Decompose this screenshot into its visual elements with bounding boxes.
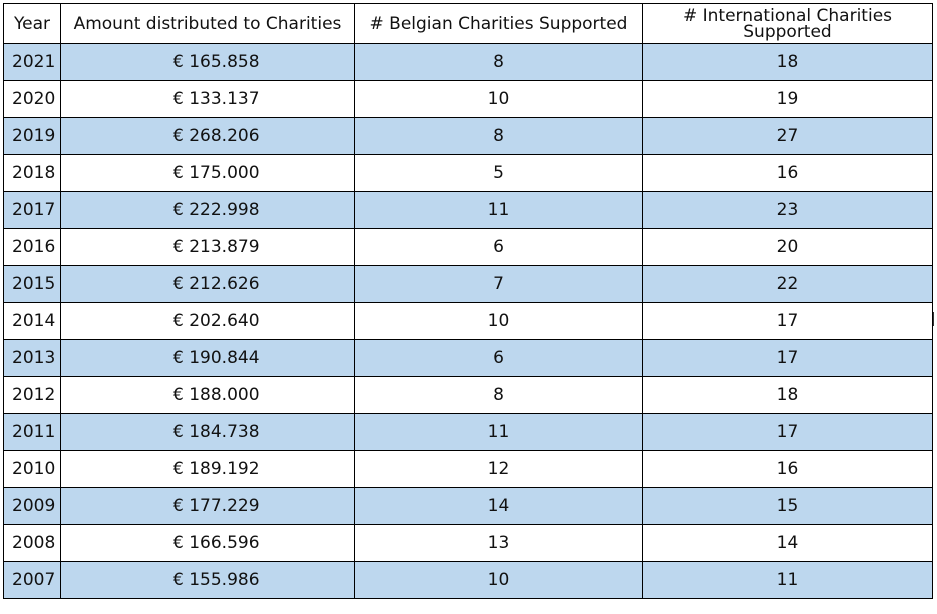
cell-international-count: 18 [643,377,933,414]
cell-belgian-count: 14 [355,488,643,525]
cell-amount: € 188.000 [61,377,355,414]
cell-amount: € 268.206 [61,118,355,155]
table-row [4,118,933,155]
cell-amount: € 165.858 [61,44,355,81]
table-row [4,562,933,599]
cell-year: 2010 [4,451,61,488]
table-row [4,377,933,414]
cell-year: 2007 [4,562,61,599]
cell-international-count: 17 [643,340,933,377]
cell-amount: € 166.596 [61,525,355,562]
header-year: Year [4,4,61,44]
cell-belgian-count: 8 [355,118,643,155]
cell-international-count: 16 [643,155,933,192]
table-row [4,266,933,303]
cell-amount: € 133.137 [61,81,355,118]
charities-table [3,3,933,599]
cell-international-count: 17 [643,414,933,451]
table-row [4,44,933,81]
cell-belgian-count: 12 [355,451,643,488]
table-body [4,44,933,599]
header-international-charities: # International Charities Supported [643,4,933,44]
cell-international-count: 20 [643,229,933,266]
table-row [4,414,933,451]
table-row [4,229,933,266]
cell-international-count: 14 [643,525,933,562]
cell-year: 2017 [4,192,61,229]
cell-amount: € 175.000 [61,155,355,192]
cell-belgian-count: 8 [355,44,643,81]
cell-amount: € 155.986 [61,562,355,599]
cell-amount: € 213.879 [61,229,355,266]
cell-amount: € 184.738 [61,414,355,451]
cell-amount: € 177.229 [61,488,355,525]
cell-amount: € 189.192 [61,451,355,488]
table-row [4,525,933,562]
cell-international-count: 27 [643,118,933,155]
cell-year: 2008 [4,525,61,562]
cell-year: 2016 [4,229,61,266]
cell-belgian-count: 10 [355,81,643,118]
cell-amount: € 222.998 [61,192,355,229]
table-row [4,192,933,229]
cell-year: 2015 [4,266,61,303]
cell-international-count: 11 [643,562,933,599]
cell-amount: € 202.640 [61,303,355,340]
table-row [4,340,933,377]
cell-international-count: 16 [643,451,933,488]
cell-cursor-mark [933,312,934,326]
table-row [4,303,933,340]
table-row [4,451,933,488]
cell-year: 2020 [4,81,61,118]
cell-belgian-count: 7 [355,266,643,303]
cell-belgian-count: 13 [355,525,643,562]
cell-belgian-count: 11 [355,414,643,451]
header-amount: Amount distributed to Charities [61,4,355,44]
cell-year: 2013 [4,340,61,377]
cell-international-count: 22 [643,266,933,303]
cell-year: 2018 [4,155,61,192]
cell-year: 2021 [4,44,61,81]
header-belgian-charities: # Belgian Charities Supported [355,4,643,44]
cell-belgian-count: 5 [355,155,643,192]
cell-amount: € 190.844 [61,340,355,377]
table-row [4,81,933,118]
cell-year: 2009 [4,488,61,525]
cell-international-count: 15 [643,488,933,525]
cell-international-count: 18 [643,44,933,81]
cell-year: 2019 [4,118,61,155]
cell-belgian-count: 10 [355,562,643,599]
table-row [4,488,933,525]
header-row [4,4,933,44]
cell-belgian-count: 10 [355,303,643,340]
cell-international-count: 17 [643,303,933,340]
cell-amount: € 212.626 [61,266,355,303]
cell-international-count: 19 [643,81,933,118]
cell-belgian-count: 6 [355,340,643,377]
table-row [4,155,933,192]
cell-year: 2011 [4,414,61,451]
cell-belgian-count: 8 [355,377,643,414]
cell-international-count: 23 [643,192,933,229]
cell-belgian-count: 11 [355,192,643,229]
cell-belgian-count: 6 [355,229,643,266]
cell-year: 2012 [4,377,61,414]
cell-year: 2014 [4,303,61,340]
